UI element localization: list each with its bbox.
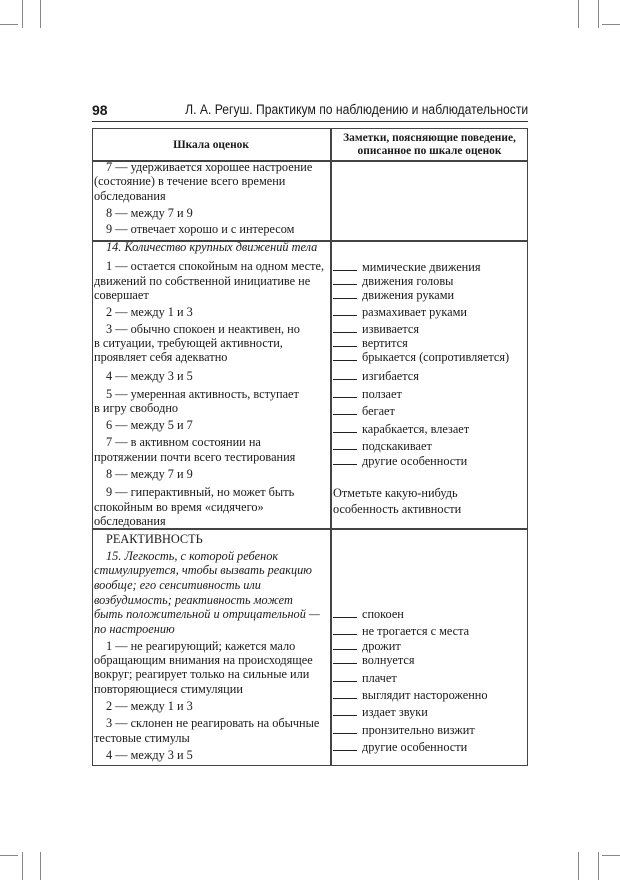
crop-mark (578, 0, 579, 28)
crop-mark (578, 852, 579, 880)
note-label: мимические движения (362, 260, 481, 274)
col2-header-line: описанное по шкале оценок (357, 143, 502, 157)
answer-blank[interactable] (333, 640, 357, 650)
scale-text-line (94, 514, 166, 528)
note-label: не трогается с места (362, 624, 470, 638)
answer-blank[interactable] (333, 741, 357, 751)
note-item (333, 439, 432, 453)
note-label: особенность активности (333, 502, 462, 516)
scale-text: быть положительной и отрицательной — (94, 607, 320, 621)
scale-text-line (106, 485, 294, 499)
note-label: волнуется (362, 653, 415, 667)
note-item (333, 387, 402, 401)
scale-text-line (106, 240, 317, 254)
scale-text: 1 — остается спокойным на одном месте, (106, 259, 325, 273)
scale-text: 4 — между 3 и 5 (106, 748, 193, 762)
note-item (333, 502, 461, 516)
scale-text: 7 — в активном состоянии на (106, 435, 261, 449)
scale-text-line (94, 350, 227, 364)
scale-text-line (106, 305, 193, 319)
note-item (333, 607, 404, 621)
answer-blank[interactable] (333, 405, 357, 415)
answer-blank[interactable] (333, 323, 357, 333)
answer-blank[interactable] (333, 337, 357, 347)
scale-text-line (106, 532, 203, 546)
scale-text: 14. Количество крупных движений тела (106, 240, 318, 254)
scale-text: обследования (94, 514, 166, 528)
note-item (333, 350, 509, 364)
scale-text-line (106, 418, 193, 432)
answer-blank[interactable] (333, 440, 357, 450)
scale-text-line (94, 401, 178, 415)
crop-mark (40, 852, 41, 880)
scale-text: обследования (94, 189, 166, 203)
crop-mark (0, 855, 18, 856)
scale-text: 15. Легкость, с которой ребенок (106, 549, 279, 563)
note-item (333, 336, 408, 350)
note-label: брыкается (сопротивляется) (362, 350, 510, 364)
note-item (333, 723, 475, 737)
crop-mark (598, 0, 599, 28)
scale-text: совершает (94, 288, 149, 302)
note-label: другие особенности (362, 740, 468, 754)
note-label: вертится (362, 336, 408, 350)
col2-header-line: Заметки, поясняющие поведение, (343, 130, 516, 144)
note-label: пронзительно визжит (362, 723, 475, 737)
scale-text: 9 — гиперактивный, но может быть (106, 485, 295, 499)
answer-blank[interactable] (333, 351, 357, 361)
note-item (333, 688, 488, 702)
note-item (333, 639, 401, 653)
col1-header: Шкала оценок (173, 137, 249, 151)
note-label: издает звуки (362, 705, 428, 719)
note-item (333, 454, 467, 468)
scale-text: РЕАКТИВНОСТЬ (106, 532, 203, 546)
col2-header (336, 131, 523, 157)
scale-text-line (94, 336, 283, 350)
scale-text: 2 — между 1 и 3 (106, 305, 193, 319)
scale-text: тестовые стимулы (94, 731, 190, 745)
scale-text: 8 — между 7 и 9 (106, 467, 193, 481)
scale-text-line (94, 682, 243, 696)
note-item (333, 274, 453, 288)
note-label: другие особенности (362, 454, 468, 468)
answer-blank[interactable] (333, 423, 357, 433)
scale-text: в игру свободно (94, 401, 179, 415)
note-label: подскакивает (362, 439, 432, 453)
scale-text-line (94, 578, 261, 592)
answer-blank[interactable] (333, 689, 357, 699)
scale-text: движений по собственной инициативе не (94, 274, 311, 288)
scale-text-line (94, 653, 313, 667)
note-label: размахивает руками (362, 305, 467, 319)
scale-text-line (94, 274, 310, 288)
scale-text: вокруг; реагирует только на сильные или (94, 667, 310, 681)
crop-mark (598, 852, 599, 880)
scale-text-line (94, 189, 166, 203)
scale-text: 1 — не реагирующий; кажется мало (106, 639, 296, 653)
scale-text: протяжении почти всего тестирования (94, 450, 296, 464)
crop-mark (0, 24, 18, 25)
answer-blank[interactable] (333, 306, 357, 316)
scale-text: вообще; его сенситивность или (94, 578, 261, 592)
scale-text: 8 — между 7 и 9 (106, 206, 193, 220)
crop-mark (602, 855, 620, 856)
scale-text-line (94, 288, 149, 302)
note-item (333, 624, 469, 638)
note-label: ползает (362, 387, 402, 401)
scale-text-line (94, 174, 285, 188)
scale-text-line (106, 387, 299, 401)
note-label: движения головы (362, 274, 454, 288)
scale-text-line (106, 322, 300, 336)
scale-text: 4 — между 3 и 5 (106, 369, 193, 383)
note-label: плачет (362, 671, 397, 685)
scale-text-line (94, 450, 295, 464)
scale-text: повторяющиеся стимуляции (94, 682, 243, 696)
scale-text: стимулируется, чтобы вызвать реакцию (94, 563, 312, 577)
scale-text-line (106, 748, 193, 762)
note-label: Отметьте какую-нибудь (333, 486, 458, 500)
scale-text-line (94, 622, 175, 636)
note-item (333, 653, 415, 667)
scale-text: возбудимость; реактивность может (94, 593, 293, 607)
answer-blank[interactable] (333, 370, 357, 380)
note-label: выглядит настороженно (362, 688, 488, 702)
scale-text: 3 — склонен не реагировать на обычные (106, 716, 320, 730)
note-item (333, 486, 458, 500)
scale-text-line (94, 667, 309, 681)
scale-text-line (94, 500, 264, 514)
answer-blank[interactable] (333, 654, 357, 664)
scale-text: проявляет себя адекватно (94, 350, 228, 364)
scale-text: 9 — отвечает хорошо и с интересом (106, 222, 295, 236)
running-title: Л. А. Регуш. Практикум по наблюдению и наблюдательности (184, 102, 528, 117)
note-item (333, 422, 469, 436)
crop-mark (22, 0, 23, 28)
scale-text: спокойным во время «сидячего» (94, 500, 264, 514)
answer-blank[interactable] (333, 724, 357, 734)
scale-text-line (106, 467, 193, 481)
note-item (333, 705, 428, 719)
crop-mark (40, 0, 41, 28)
scale-text-line (106, 206, 193, 220)
note-item (333, 369, 419, 383)
note-item (333, 740, 467, 754)
page-number: 98 (92, 102, 108, 118)
answer-blank[interactable] (333, 608, 357, 618)
scale-text: (состояние) в течение всего времени (94, 174, 286, 188)
note-item (333, 305, 467, 319)
answer-blank[interactable] (333, 275, 357, 285)
scale-text-line (94, 607, 320, 621)
scale-text-line (106, 639, 295, 653)
row-divider (92, 528, 528, 530)
note-label: изгибается (362, 369, 419, 383)
scale-text: 7 — удерживается хорошее настроение (106, 160, 313, 174)
answer-blank[interactable] (333, 625, 357, 635)
answer-blank[interactable] (333, 388, 357, 398)
scale-text: обращающим внимания на происходящее (94, 653, 313, 667)
note-label: движения руками (362, 288, 455, 302)
answer-blank[interactable] (333, 261, 357, 271)
answer-blank[interactable] (333, 289, 357, 299)
answer-blank[interactable] (333, 672, 357, 682)
scale-text: 6 — между 5 и 7 (106, 418, 193, 432)
note-label: извивается (362, 322, 420, 336)
scale-text-line (106, 222, 294, 236)
crop-mark (22, 852, 23, 880)
note-item (333, 260, 480, 274)
scale-text: 2 — между 1 и 3 (106, 699, 193, 713)
scale-text: в ситуации, требующей активности, (94, 336, 283, 350)
scale-text-line (106, 699, 193, 713)
scale-text-line (106, 369, 193, 383)
scale-text: 3 — обычно спокоен и неактивен, но (106, 322, 300, 336)
note-label: бегает (362, 404, 395, 418)
scale-text: по настроению (94, 622, 175, 636)
scale-text-line (94, 563, 312, 577)
scale-text-line (94, 731, 190, 745)
note-label: карабкается, влезает (362, 422, 470, 436)
note-item (333, 671, 397, 685)
scale-text-line (106, 435, 261, 449)
note-item (333, 288, 454, 302)
scale-text-line (106, 160, 312, 174)
scale-text-line (106, 549, 278, 563)
note-label: дрожит (362, 639, 401, 653)
scale-text-line (106, 716, 319, 730)
scale-text-line (94, 593, 293, 607)
column-divider (330, 128, 332, 766)
answer-blank[interactable] (333, 706, 357, 716)
header-rule (92, 121, 528, 122)
scale-text-line (106, 259, 324, 273)
answer-blank[interactable] (333, 455, 357, 465)
crop-mark (602, 24, 620, 25)
note-label: спокоен (362, 607, 404, 621)
note-item (333, 322, 419, 336)
note-item (333, 404, 395, 418)
scale-text: 5 — умеренная активность, вступает (106, 387, 299, 401)
